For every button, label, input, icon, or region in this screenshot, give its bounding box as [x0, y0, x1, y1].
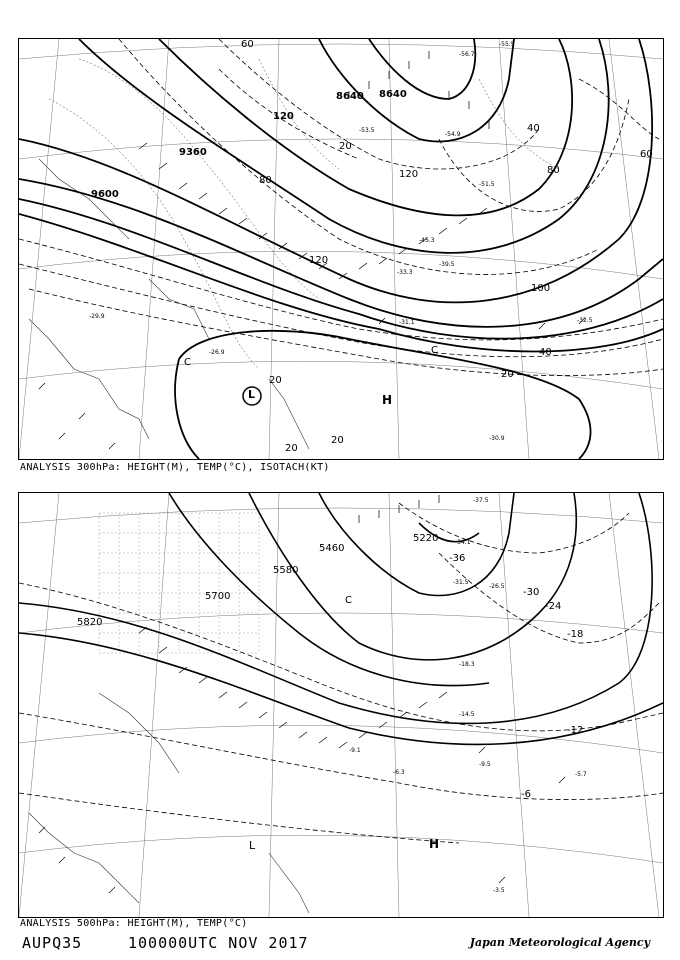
height-label: 5220: [413, 533, 439, 544]
isotach-label: 40: [539, 347, 552, 358]
isotach-label: 60: [640, 149, 653, 160]
temperature-label: -3.5: [493, 887, 505, 894]
isotach-label: 20: [285, 443, 298, 454]
temperature-label: -34.1: [455, 539, 471, 546]
isotach-label: 120: [399, 169, 419, 180]
isotherm-label: -36: [449, 553, 466, 564]
isotherm-label: -18: [567, 629, 584, 640]
cold-center: C: [345, 595, 352, 606]
isotherm-label: -6: [521, 789, 531, 800]
isotach-label: 20: [501, 369, 514, 380]
agency-name: Japan Meteorological Agency: [469, 936, 650, 949]
height-label: 9600: [91, 189, 119, 200]
temperature-label: -6.3: [393, 769, 405, 776]
isotach-label: 20: [331, 435, 344, 446]
height-label: 5820: [77, 617, 103, 628]
cold-center: C: [184, 357, 191, 368]
height-label: 8640: [336, 91, 364, 102]
temperature-label: -51.5: [479, 181, 495, 188]
isotach-label: 20: [339, 141, 352, 152]
map-300hpa: [18, 38, 664, 460]
cold-center: C: [431, 345, 438, 356]
temperature-label: -9.5: [479, 761, 491, 768]
temperature-label: -31.5: [453, 579, 469, 586]
temperature-label: -9.1: [349, 747, 361, 754]
height-label: 9360: [179, 147, 207, 158]
high-center: H: [382, 393, 393, 407]
isotach-label: 120: [309, 255, 329, 266]
height-label: 5460: [319, 543, 345, 554]
isotach-label: 80: [547, 165, 560, 176]
isotach-label: 80: [259, 175, 272, 186]
temperature-label: -5.7: [575, 771, 587, 778]
low-center: L: [248, 388, 256, 401]
isotach-label: 40: [527, 123, 540, 134]
caption-300hpa: ANALYSIS 300hPa: HEIGHT(M), TEMP(°C), ISOTACH(KT): [20, 462, 330, 473]
analysis-time: 100000UTC NOV 2017: [128, 934, 309, 952]
temperature-label: -26.5: [489, 583, 505, 590]
temperature-label: -55.5: [499, 41, 515, 48]
temperature-label: -32.5: [577, 317, 593, 324]
isotherm-label: -24: [545, 601, 562, 612]
temperature-label: -39.5: [439, 261, 455, 268]
height-label: 5700: [205, 591, 231, 602]
temperature-label: -53.5: [359, 127, 375, 134]
map-500hpa-labels: [19, 493, 663, 917]
temperature-label: -29.9: [89, 313, 105, 320]
temperature-label: -37.5: [473, 497, 489, 504]
caption-500hpa: ANALYSIS 500hPa: HEIGHT(M), TEMP(°C): [20, 918, 248, 929]
temperature-label: -30.9: [489, 435, 505, 442]
temperature-label: -26.9: [209, 349, 225, 356]
temperature-label: -31.1: [399, 319, 415, 326]
low-center: L: [249, 839, 256, 852]
isotherm-label: -30: [523, 587, 540, 598]
map-500hpa: [18, 492, 664, 918]
height-label: 8640: [379, 89, 407, 100]
temperature-label: -54.9: [445, 131, 461, 138]
high-center: H: [429, 837, 440, 851]
temperature-label: -14.5: [459, 711, 475, 718]
isotach-label: 60: [241, 39, 254, 50]
isotherm-label: -12: [567, 725, 584, 736]
isotach-label: 100: [531, 283, 551, 294]
isotach-label: 20: [269, 375, 282, 386]
temperature-label: -33.3: [397, 269, 413, 276]
temperature-label: -18.3: [459, 661, 475, 668]
height-label: 5580: [273, 565, 299, 576]
temperature-label: -56.7: [459, 51, 475, 58]
bulletin-code: AUPQ35: [22, 934, 83, 952]
map-300hpa-labels: [19, 39, 663, 459]
isotach-label: 120: [273, 111, 294, 122]
temperature-label: -45.3: [419, 237, 435, 244]
